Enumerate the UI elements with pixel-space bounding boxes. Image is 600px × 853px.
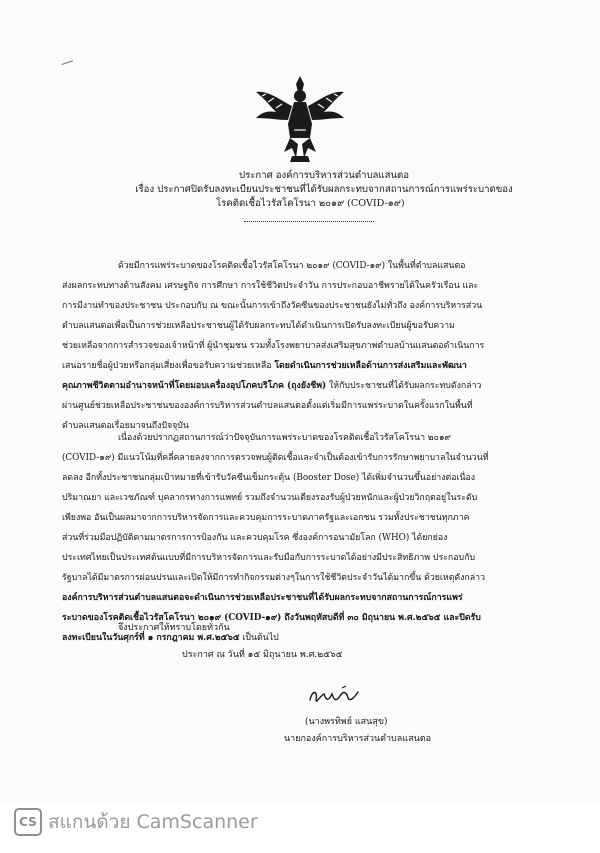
text-line: ตำบลแสนตอเพื่อเป็นการช่วยเหลือประชาชนผู้ได้รับผลกระทบได้ดำเนินการเปิดรับลงทะเบียนผู้ขอรับความ [62, 321, 455, 331]
text-line: คุณภาพชีวิตตามอำนาจหน้าที่โดยมอบเครื่องอุปโภคบริโภค (ถุงยังชีพ) ให้กับประชาชนที่ได้รับผลกระทบดังกล่าว [62, 381, 482, 391]
text-line: รัฐบาลได้มีมาตรการผ่อนปรนและเปิดให้มีการทำกิจกรรมต่างๆในการใช้ชีวิตประจำวันได้มากขึ้น ด้วยเหตุดังกล่าว [62, 573, 486, 583]
signer-position: นายกองค์การบริหารส่วนตำบลแสนตอ [284, 734, 431, 744]
text-line: ผ่านศูนย์ช่วยเหลือประชาชนขององค์การบริหารส่วนตำบลแสนตอตั้งแต่เริ่มมีการแพร่ระบาดในครั้งแรกในพื้นที่ [62, 401, 473, 411]
text-line: เนื่องด้วยปรากฏสถานการณ์ว่าปัจจุบันการแพร่ระบาดของโรคติดเชื้อไวรัสโคโรนา ๒๐๑๙ [118, 433, 452, 443]
signer-name: (นางพรทิพย์ แสนสุข) [305, 717, 388, 727]
paragraph-1 [62, 256, 546, 436]
announcement-subject-cont: โรคติดเชื้อไวรัสโคโรนา ๒๐๑๙ (COVID-๑๙) [216, 198, 405, 209]
garuda-emblem-icon [252, 72, 348, 164]
text-line: (COVID-๑๙) มีแนวโน้มที่คลี่คลายลงจากการตรวจพบผู้ติดเชื้อและจำเป็นต้องเข้ารับการรักษาพยาบาลในจำนวนที่ [62, 453, 489, 463]
text-line: องค์การบริหารส่วนตำบลแสนตอจะดำเนินการช่วยเหลือประชาชนที่ได้รับผลกระทบจากสถานการณ์การแพร่ [62, 593, 463, 603]
text-line: ปริมาณยา และเวชภัณฑ์ บุคลากรทางการแพทย์ รวมถึงจำนวนเตียงรองรับผู้ป่วยหนักและผู้ป่วยวิกฤตอยู่ในระดับ [62, 493, 478, 503]
handwritten-signature [304, 682, 364, 708]
text-line: ประเทศไทยเป็นประเทศต้นแบบที่มีการบริหารจัดการและรับมือกับการระบาดได้อย่างมีประสิทธิภาพ ประกอบกับ [62, 553, 476, 563]
text-line: ส่วนที่ร่วมมือปฏิบัติตามมาตรการการป้องกัน และควบคุมโรค ซึ่งองค์การอนามัยโลก (WHO) ได้ยกย่อง [62, 533, 448, 543]
text-line: ลดลง อีกทั้งประชาชนกลุ่มเป้าหมายที่เข้ารับวัคซีนเข็มกระตุ้น (Booster Dose) ได้เพิ่มจำนวนขึ้นอย่างต่อเนื่อง [62, 473, 476, 483]
text-line: การมีงานทำของประชาชน ประกอบกับ ณ ขณะนั้นการเข้าถึงวัคซีนของประชาชนยังไม่ทั่วถึง องค์การบริหารส่วน [62, 301, 483, 311]
closing-statement: จึงประกาศให้ทราบโดยทั่วกัน [118, 623, 230, 633]
announcement-subject: เรื่อง ประกาศปิดรับลงทะเบียนประชาชนที่ได้รับผลกระทบจากสถานการณ์การแพร่ระบาดของ [135, 184, 513, 195]
camscanner-logo: CS [14, 808, 42, 836]
announcement-title: ประกาศ องค์การบริหารส่วนตำบลแสนตอ [238, 170, 410, 181]
text-line: เพียงพอ อันเป็นผลมาจากการบริหารจัดการและควบคุมการระบาดภาครัฐและเอกชน รวมทั้งประชาชนทุกภาค [62, 513, 470, 523]
announcement-date: ประกาศ ณ วันที่ ๑๕ มิถุนายน พ.ศ.๒๕๖๕ [182, 650, 343, 660]
text-line: เสนอรายชื่อผู้ป่วยหรือกลุ่มเสี่ยงเพื่อขอรับความช่วยเหลือ โดยดำเนินการช่วยเหลือด้านการส่งเสริมและพัฒนา [62, 361, 467, 371]
paragraph-2 [62, 428, 546, 648]
text-line: ช่วยเหลือจากการสำรวจของเจ้าหน้าที่ ผู้นำชุมชน รวมทั้งโรงพยาบาลส่งเสริมสุขภาพตำบลบ้านแสนตอดำเนินการ [62, 341, 485, 351]
scan-mark [61, 60, 74, 69]
text-line: ส่งผลกระทบทางด้านสังคม เศรษฐกิจ การศึกษา การใช้ชีวิตประจำวัน การประกอบอาชีพรายได้ในครัวเรือน และ [62, 281, 479, 291]
text-line: ตำบลแสนตอเรื่อยมาจนถึงปัจจุบัน [62, 421, 189, 431]
text-line: ระบาดของโรคติดเชื้อไวรัสโคโรนา ๒๐๑๙ (COVID-๑๙) ถึงวันพฤหัสบดีที่ ๓๐ มิถุนายน พ.ศ.๒๕๖๕ และปิดรับ [62, 613, 481, 623]
camscanner-watermark: สแกนด้วย CamScanner [48, 811, 258, 833]
dotted-divider [244, 221, 374, 222]
text-line: ด้วยมีการแพร่ระบาดของโรคติดเชื้อไวรัสโคโรนา ๒๐๑๙ (COVID-๑๙) ในพื้นที่ตำบลแสนตอ [118, 261, 466, 271]
text-line: ลงทะเบียนในวันศุกร์ที่ ๑ กรกฎาคม พ.ศ.๒๕๖๕ เป็นต้นไป [62, 633, 279, 643]
